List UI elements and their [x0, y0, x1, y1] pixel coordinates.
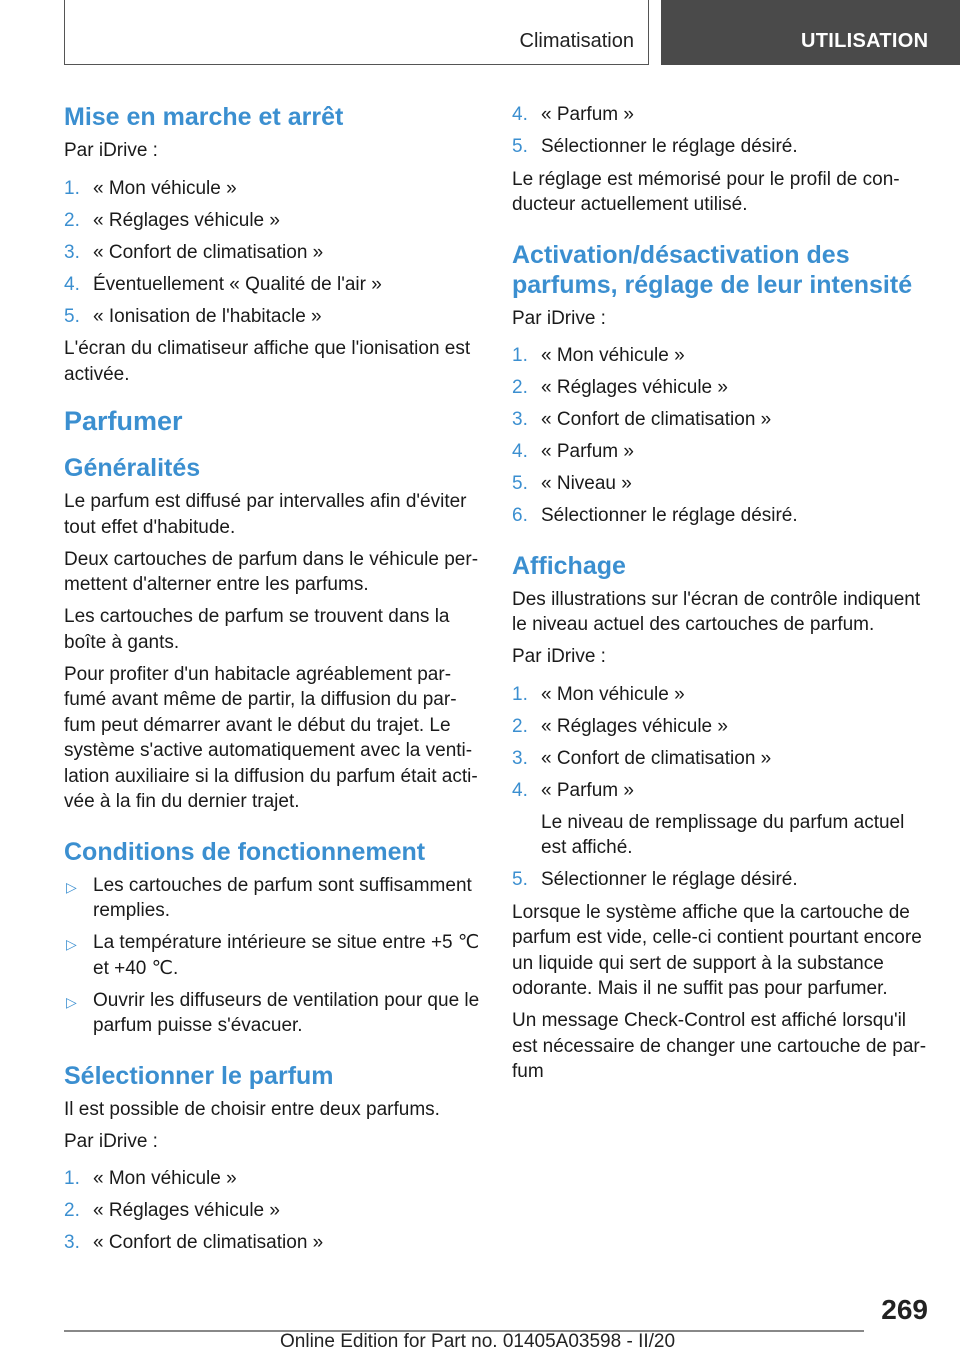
idrive-intro: Par iDrive :: [512, 646, 606, 667]
bullet-text: Les cartouches de parfum sont suffisamment remplies.: [93, 874, 472, 921]
step-number: 3.: [512, 747, 528, 769]
step-text: « Mon véhicule »: [93, 1168, 237, 1189]
list-item: [512, 714, 928, 740]
paragraph: Deux cartouches de parfum dans le véhicule permettent d'alterner entre les parfums.: [64, 548, 479, 595]
list-item: [64, 240, 480, 266]
steps-select-perfume-continued: [512, 102, 928, 160]
step-text: « Niveau »: [541, 473, 632, 494]
step-number: 3.: [64, 1232, 80, 1253]
list-item: [64, 304, 480, 330]
heading-conditions: Conditions de fonctionnement: [64, 837, 426, 866]
heading-select-perfume: Sélectionner le parfum: [64, 1061, 334, 1090]
step-text: « Parfum »: [541, 104, 634, 125]
triangle-bullet-icon: ▷: [66, 878, 77, 895]
list-item: [512, 778, 928, 861]
step-number: 2.: [64, 1200, 80, 1221]
list-item: [64, 176, 480, 202]
page-number: 269: [881, 1294, 928, 1325]
list-item: [64, 1166, 480, 1192]
idrive-intro: Par iDrive :: [512, 307, 606, 329]
bullet-text: Ouvrir les diffuseurs de ventilation pour que le parfum puisse s'évacuer.: [93, 989, 480, 1036]
steps-display: [512, 682, 928, 893]
step-number: 3.: [512, 409, 528, 430]
heading-perfume: Parfumer: [64, 406, 183, 436]
paragraph: L'écran du climatiseur affiche que l'ionisation est activée.: [64, 338, 471, 385]
list-item: [512, 439, 928, 465]
step-text: « Confort de climatisation »: [93, 241, 324, 263]
step-text: « Parfum »: [541, 779, 634, 801]
list-item: [512, 134, 928, 160]
heading-start-stop: Mise en marche et arrêt: [64, 103, 344, 131]
list-item: [64, 1230, 480, 1256]
step-number: 1.: [512, 345, 528, 366]
step-text: « Mon véhicule »: [541, 345, 685, 366]
step-text: « Parfum »: [541, 441, 634, 462]
step-number: 2.: [512, 715, 528, 737]
step-number: 2.: [64, 209, 80, 231]
paragraph: Le parfum est diffusé par intervalles afin d'éviter tout effet d'habitude.: [64, 491, 467, 538]
paragraph: Les cartouches de parfum se trouvent dans la boîte à gants.: [64, 606, 450, 653]
list-item: [64, 873, 480, 924]
step-text: « Confort de climatisation »: [541, 409, 772, 430]
step-number: 2.: [512, 377, 528, 398]
step-number: 1.: [64, 177, 80, 199]
step-text: Sélectionner le réglage désiré.: [541, 869, 798, 890]
step-number: 4.: [512, 441, 528, 462]
right-column: [512, 100, 928, 1091]
list-item: [512, 867, 928, 893]
triangle-bullet-icon: ▷: [66, 993, 77, 1010]
step-text: « Confort de climatisation »: [93, 1232, 324, 1253]
step-number: 5.: [512, 869, 528, 890]
step-text: « Réglages véhicule »: [541, 715, 728, 737]
list-item: [512, 503, 928, 529]
step-number: 6.: [512, 505, 528, 526]
step-text: Sélectionner le réglage désiré.: [541, 136, 798, 157]
steps-select-perfume: [64, 1166, 480, 1256]
step-text: « Réglages véhicule »: [93, 1200, 280, 1221]
heading-general: Généralités: [64, 454, 201, 482]
conditions-list: [64, 873, 480, 1039]
step-text: « Ionisation de l'habitacle »: [93, 305, 322, 327]
paragraph: Des illustrations sur l'écran de contrôle indiquent le niveau actuel des cartouches de parfum.: [512, 588, 921, 635]
step-number: 3.: [64, 241, 80, 263]
list-item: [512, 746, 928, 772]
step-text: « Mon véhicule »: [93, 177, 237, 199]
step-number: 5.: [512, 136, 528, 157]
step-number: 5.: [512, 473, 528, 494]
step-number: 1.: [64, 1168, 80, 1189]
step-text: Éventuellement « Qualité de l'air »: [93, 273, 382, 295]
step-text: « Réglages véhicule »: [541, 377, 728, 398]
paragraph: Pour profiter d'un habitacle agréablement parfumé avant même de partir, la diffusion du parfum peut démarrer avant le début du trajet. Le système s'active automatiquement avec la ventilation auxiliaire si la diffusion du parfum était activée à la fin du dernier trajet.: [64, 663, 478, 812]
list-item: [64, 930, 480, 981]
triangle-bullet-icon: ▷: [66, 936, 77, 952]
steps-activation: [512, 343, 928, 529]
list-item: [512, 471, 928, 497]
list-item: [512, 682, 928, 708]
header-chapter-box: [661, 0, 960, 65]
list-item: [512, 343, 928, 369]
step-number: 5.: [64, 305, 80, 327]
step-subtext: Le niveau de remplissage du parfum actuel est affiché.: [541, 811, 905, 858]
left-column: [64, 100, 480, 1263]
header-section-title: Climatisation: [519, 30, 634, 52]
list-item: [512, 407, 928, 433]
list-item: [64, 988, 480, 1039]
step-text: « Réglages véhicule »: [93, 209, 280, 231]
list-item: [512, 102, 928, 128]
paragraph: Lorsque le système affiche que la cartouche de parfum est vide, celle-ci contient pourtant encore un liquide qui sert de support à la substance odorante. Mais il ne suffit pas pour parfumer.: [512, 901, 922, 999]
list-item: [512, 375, 928, 401]
heading-activation: Activation/désactivation des parfums, réglage de leur intensité: [512, 240, 913, 299]
paragraph: Le réglage est mémorisé pour le profil de conducteur actuellement utilisé.: [512, 168, 900, 215]
step-text: « Confort de climatisation »: [541, 747, 772, 769]
step-number: 4.: [512, 779, 528, 801]
heading-display: Affichage: [512, 551, 626, 580]
step-text: « Mon véhicule »: [541, 683, 685, 705]
step-number: 1.: [512, 683, 528, 705]
list-item: [64, 208, 480, 234]
header-section-box: [64, 0, 649, 65]
steps-start-stop: [64, 176, 480, 330]
paragraph: Il est possible de choisir entre deux parfums.: [64, 1098, 440, 1120]
list-item: [64, 272, 480, 298]
step-number: 4.: [64, 273, 80, 295]
footer-edition: Online Edition for Part no. 01405A03598 - II/20: [280, 1331, 676, 1352]
idrive-intro: Par iDrive :: [64, 140, 158, 161]
header-chapter-title: UTILISATION: [801, 30, 929, 52]
idrive-intro: Par iDrive :: [64, 1130, 158, 1152]
step-text: Sélectionner le réglage désiré.: [541, 505, 798, 526]
paragraph: Un message Check-Control est affiché lorsqu'il est nécessaire de changer une cartouche de parfum: [512, 1010, 927, 1082]
list-item: [64, 1198, 480, 1224]
bullet-text: La température intérieure se situe entre +5 ℃ et +40 ℃.: [93, 932, 480, 979]
step-number: 4.: [512, 104, 528, 125]
